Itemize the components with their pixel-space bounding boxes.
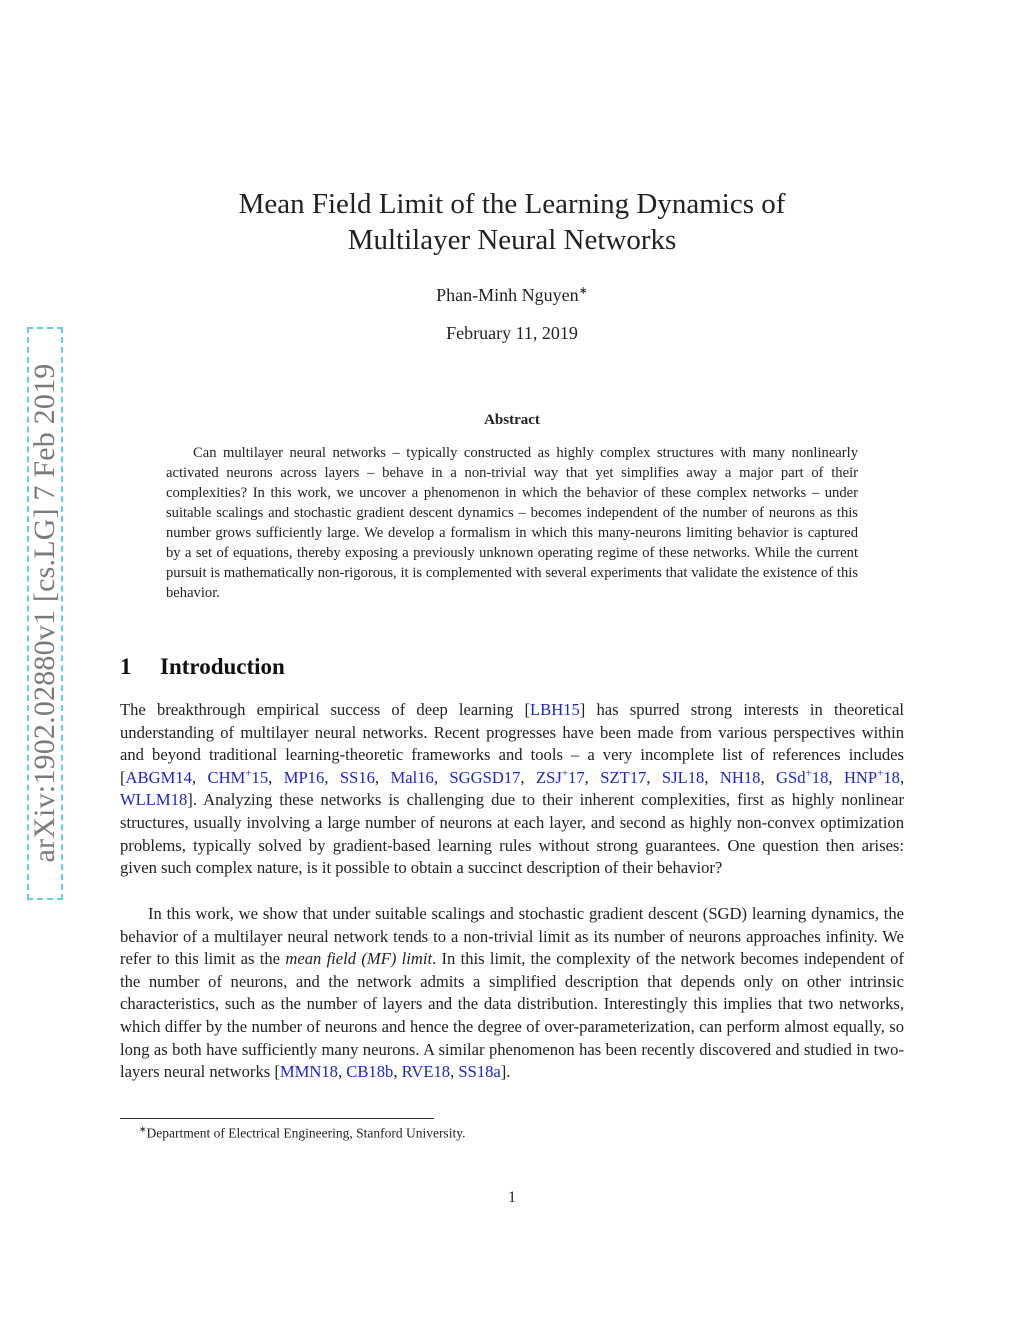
citation-link-ss16[interactable]: SS16 xyxy=(339,767,375,787)
intro-paragraph-2: In this work, we show that under suitable scalings and stochastic gradient descent (SGD) learning dynamics, the behavior of a multilayer neural network tends to a non-trivial limit as its number of neurons approaches infinity. We refer to this limit as the mean field (MF) limit. In this limit, the complexity of the network becomes independent of the number of neurons, and the network admits a simplified description that depends only on other intrinsic characteristics, such as the number of layers and the data distribution. Interestingly this implies that two networks, which differ by the number of neurons and hence the degree of over-parameterization, can perform almost equally, so long as both have sufficiently many neurons. A similar phenomenon has been recently discovered and studied in two-layers neural networks [MMN18, CB18b, RVE18, SS18a]. xyxy=(120,904,904,1082)
citation-text: HNP xyxy=(843,767,878,787)
footnote-rule xyxy=(120,1118,434,1119)
abstract-body: Can multilayer neural networks – typically constructed as highly complex structures with many nonlinearly activated neurons across layers – behave in a non-trivial way that yet simplifies away a major part of their complexities? In this work, we uncover a phenomenon in which the behavior of these complex networks – under suitable scalings and stochastic gradient descent dynamics – becomes independent of the number of neurons as this number grows sufficiently large. We develop a formalism in which this many-neurons limiting behavior is captured by a set of equations, thereby exposing a previously unknown operating regime of these networks. While the current pursuit is mathematically non-rigorous, it is complemented with several experiments that validate the existence of this behavior. xyxy=(166,445,858,601)
citation-link-sjl18[interactable]: SJL18 xyxy=(661,767,705,787)
citation-link-wllm18[interactable]: WLLM18 xyxy=(120,790,188,810)
citation-link-gsd18[interactable] xyxy=(776,768,828,787)
citation-link-nh18[interactable]: NH18 xyxy=(719,767,761,787)
citation-link-szt17[interactable]: SZT17 xyxy=(600,767,647,787)
section-number: 1 xyxy=(120,654,132,679)
text-run: ] has spurred strong interests in theoretical understanding of multilayer neural networks. Recent progresses have been made from various perspectives within and beyond traditional learning-theoretic frameworks and tools – a very incomplete list of references includes [ xyxy=(120,700,904,787)
footnote-text: Department of Electrical Engineering, Stanford University. xyxy=(146,1125,466,1141)
publication-date: February 11, 2019 xyxy=(446,323,578,343)
citation-link-sggsd17[interactable]: SGGSD17 xyxy=(449,767,521,787)
section-heading xyxy=(120,654,285,680)
citation-link-ss18a[interactable]: SS18a xyxy=(458,1062,501,1082)
citation-year: 18 xyxy=(811,767,829,787)
text-run: The breakthrough empirical success of deep learning [ xyxy=(120,700,530,719)
citation-link-mp16[interactable]: MP16 xyxy=(283,767,325,787)
citation-year: 17 xyxy=(568,767,585,787)
citation-link-hnp18[interactable] xyxy=(844,768,900,787)
citation-sup: + xyxy=(245,767,252,780)
citation-link-chm15[interactable] xyxy=(208,768,269,787)
citation-sup: + xyxy=(561,767,569,780)
text-run: In this work, we show that under suitable scalings and stochastic gradient descent (SGD) learning dynamics, the behavior of a multilayer neural network tends to a non-trivial limit as its number of neurons approaches infinity. We refer to this limit as the xyxy=(120,904,904,969)
author xyxy=(260,284,764,306)
abstract-heading: Abstract xyxy=(484,412,540,428)
page-number: 1 xyxy=(508,1189,516,1206)
citation-text: CHM xyxy=(207,767,246,787)
citation-link-mal16[interactable]: Mal16 xyxy=(390,767,434,787)
author-name: Phan-Minh Nguyen xyxy=(436,285,579,305)
citation-sup: + xyxy=(877,767,884,780)
emphasis-mf-limit: mean field (MF) limit xyxy=(285,949,433,969)
citation-link-rve18[interactable]: RVE18 xyxy=(401,1062,451,1082)
footnote-mark: ∗ xyxy=(139,1124,147,1134)
text-run: ]. xyxy=(500,1062,511,1082)
citation-year: 15 xyxy=(251,767,269,787)
citation-link-cb18b[interactable]: CB18b xyxy=(346,1062,394,1082)
arxiv-stamp: arXiv:1902.02880v1 [cs.LG] 7 Feb 2019 xyxy=(28,363,61,863)
citation-link-abgm14[interactable]: ABGM14 xyxy=(125,767,192,787)
title-line-2: Multilayer Neural Networks xyxy=(347,224,677,256)
citation-text: GSd xyxy=(776,767,806,787)
citation-text: ZSJ xyxy=(536,767,562,787)
title-line-1: Mean Field Limit of the Learning Dynamics of xyxy=(238,188,786,220)
citation-sup: + xyxy=(805,767,812,780)
text-run: ]. Analyzing these networks is challenging due to their inherent complexities, first as highly nonlinear structures, usually involving a large number of neurons at each layer, and second as highly non-convex optimization problems, typically solved by gradient-based learning rules without strong guarantees. One question then arises: given such complex nature, is it possible to obtain a succinct description of their behavior? xyxy=(120,790,904,878)
footnote xyxy=(139,1124,465,1142)
citation-link-lbh15[interactable]: LBH15 xyxy=(530,700,580,719)
text-run: . In this limit, the complexity of the network becomes independent of the number of neurons, and the network admits a simplified description that depends only on other intrinsic characteristics, such as the number of layers and the data distribution. Interestingly this implies that two networks, which differ by the number of neurons and hence the degree of over-parameterization, can perform almost equally, so long as both have sufficiently many neurons. A similar phenomenon has been recently discovered and studied in two-layers neural networks [ xyxy=(120,949,904,1082)
intro-paragraph-1: The breakthrough empirical success of deep learning [LBH15] has spurred strong interests in theoretical understanding of multilayer neural networks. Recent progresses have been made from various perspectives within and beyond traditional learning-theoretic frameworks and tools – a very incomplete list of references includes [ABGM14, CHM+15, MP16, SS16, Mal16, SGGSD17, ZSJ+17, SZT17, SJL18, NH18, GSd+18, HNP+18, WLLM18]. Analyzing these networks is challenging due to their inherent complexities, first as highly nonlinear structures, usually involving a large number of neurons at each layer, and second as highly non-convex optimization problems, typically solved by gradient-based learning rules without strong guarantees. One question then arises: given such complex nature, is it possible to obtain a succinct description of their behavior? xyxy=(120,700,905,878)
citation-link-mmn18[interactable]: MMN18 xyxy=(279,1062,338,1082)
citation-link-zsj17[interactable] xyxy=(536,768,585,787)
paper-title xyxy=(160,186,864,258)
citation-year: 18 xyxy=(883,767,900,787)
section-title: Introduction xyxy=(160,654,285,679)
author-footnote-mark[interactable]: ∗ xyxy=(578,285,588,297)
